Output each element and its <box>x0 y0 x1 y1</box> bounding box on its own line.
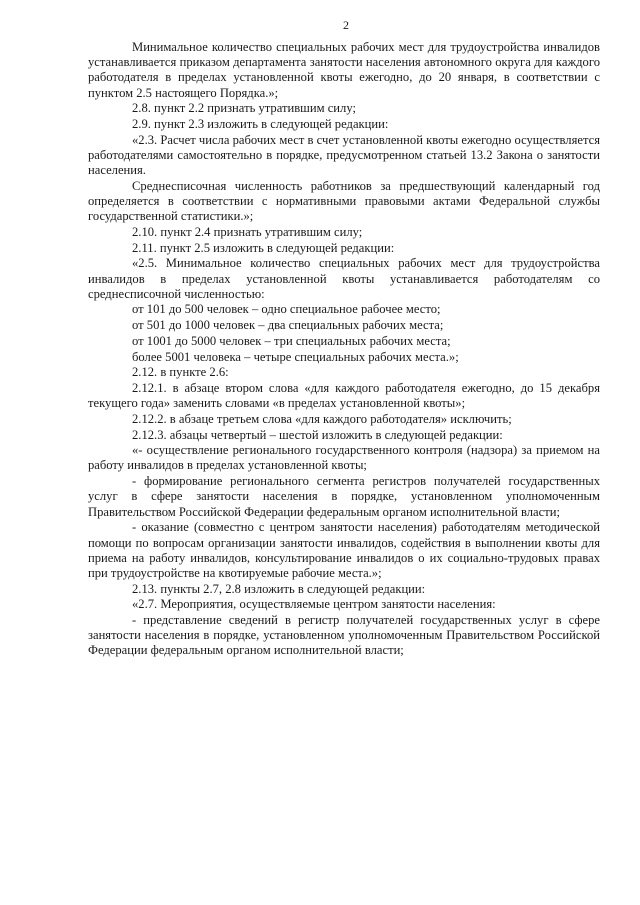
paragraph-range-1001-5000: от 1001 до 5000 человек – три специальных рабочих места; <box>132 333 451 348</box>
paragraph-registry-segment: - формирование регионального сегмента регистров получателей государственных услуг в сфере занятости населения в порядке, установленном уполномоченным Правительством Российской Федерации федеральным органом исполнительной власти; <box>88 474 600 519</box>
paragraph-range-5001: более 5001 человека – четыре специальных рабочих места.»; <box>132 349 459 364</box>
paragraph-2-12-1: 2.12.1. в абзаце втором слова «для каждого работодателя ежегодно, до 15 декабря текущего года» заменить словами «в пределах установленной квоты»; <box>88 380 600 411</box>
paragraph-2-3-text: «2.3. Расчет числа рабочих мест в счет установленной квоты ежегодно осуществляется работодателями самостоятельно в порядке, предусмотренном статьей 13.2 Закона о занятости населения. <box>88 132 600 178</box>
paragraph-2-8: 2.8. пункт 2.2 признать утратившим силу; <box>132 101 356 116</box>
paragraph-2-9: 2.9. пункт 2.3 изложить в следующей редакции: <box>132 117 389 132</box>
paragraph-2-5-text: «2.5. Минимальное количество специальных рабочих мест для трудоустройства инвалидов в пределах установленной квоты устанавливается работодателям со среднесписочной численностью: <box>88 256 600 301</box>
paragraph-2-12-2: 2.12.2. в абзаце третьем слова «для каждого работодателя» исключить; <box>132 411 512 426</box>
paragraph-2-13: 2.13. пункты 2.7, 2.8 изложить в следующей редакции: <box>132 581 426 596</box>
page-number: 2 <box>343 18 349 32</box>
paragraph-range-501-1000: от 501 до 1000 человек – два специальных рабочих места; <box>132 318 444 333</box>
paragraph-quota-min: Минимальное количество специальных рабочих мест для трудоустройства инвалидов устанавливается приказом департамента занятости населения автономного округа для каждого работодателя в пределах установленной квоты ежегодно, до 20 января, в соответствии с пунктом 2.5 настоящего Порядка.»; <box>88 40 600 100</box>
paragraph-avg-headcount: Среднесписочная численность работников за предшествующий календарный год определяется в соответствии с нормативными правовыми актами Федеральной службы государственной статистики.»; <box>88 178 600 224</box>
paragraph-2-7-text: «2.7. Мероприятия, осуществляемые центром занятости населения: <box>132 597 496 612</box>
paragraph-control-supervision: «- осуществление регионального государственного контроля (надзора) за приемом на работу инвалидов в пределах установленной квоты; <box>88 443 600 473</box>
paragraph-2-10: 2.10. пункт 2.4 признать утратившим силу; <box>132 224 363 239</box>
paragraph-range-101-500: от 101 до 500 человек – одно специальное рабочее место; <box>132 302 441 317</box>
paragraph-methodical-help: - оказание (совместно с центром занятости населения) работодателям методической помощи по вопросам организации занятости инвалидов, содействия в выполнении квоты для приема на работу инвалидов, консультирование инвалидов о их социально-трудовых правах при трудоустройстве на квотируемые рабочие места.»; <box>88 520 600 580</box>
paragraph-2-11: 2.11. пункт 2.5 изложить в следующей редакции: <box>132 240 395 255</box>
paragraph-2-12-3: 2.12.3. абзацы четвертый – шестой изложить в следующей редакции: <box>132 427 503 442</box>
paragraph-2-12: 2.12. в пункте 2.6: <box>132 365 229 380</box>
paragraph-registry-info: - представление сведений в регистр получателей государственных услуг в сфере занятости населения в порядке, установленном уполномоченным Правительством Российской Федерации федеральным органом исполнительной власти; <box>88 613 600 658</box>
